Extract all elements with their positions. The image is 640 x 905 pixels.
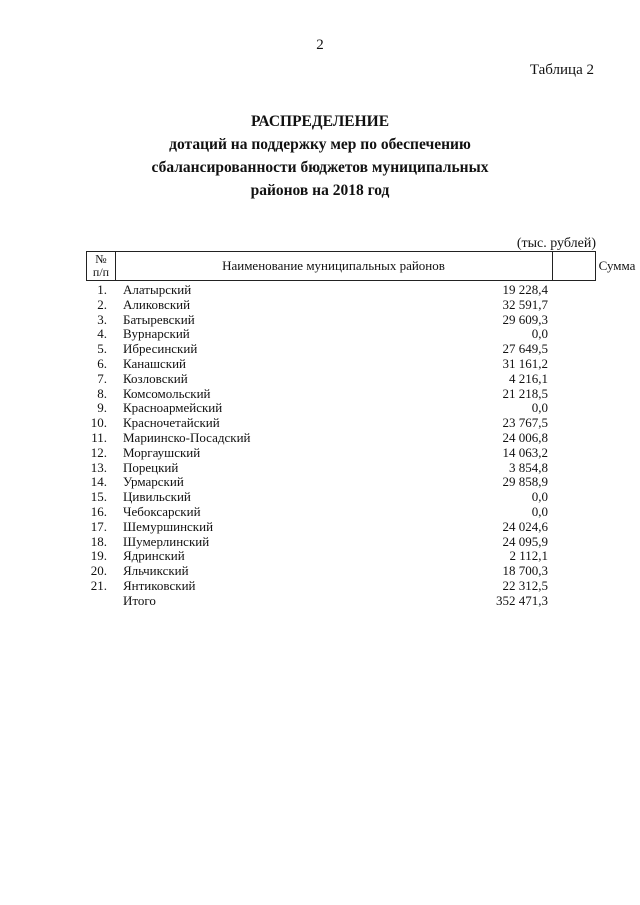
row-sum: 24 024,6	[502, 518, 548, 534]
table-row	[86, 416, 596, 431]
row-sum: 2 112,1	[509, 548, 548, 564]
table-row	[86, 357, 596, 372]
row-sum: 3 854,8	[509, 459, 548, 475]
table-row	[86, 579, 596, 594]
table-row	[86, 490, 596, 505]
row-number: 12.	[90, 444, 107, 460]
row-name: Мариинско-Посадский	[123, 429, 251, 445]
row-number: 21.	[90, 577, 107, 593]
unit-label: (тыс. рублей)	[516, 236, 596, 251]
row-sum: 31 161,2	[502, 355, 548, 371]
row-number: 17.	[90, 518, 107, 534]
table-row	[86, 283, 596, 298]
table-row	[86, 461, 596, 476]
table-row	[86, 505, 596, 520]
table-row	[86, 431, 596, 446]
table-row	[86, 327, 596, 342]
table-row	[86, 387, 596, 402]
row-number: 7.	[97, 370, 107, 386]
row-sum: 23 767,5	[502, 415, 548, 431]
row-sum: 0,0	[531, 503, 548, 519]
row-number: 10.	[90, 415, 107, 431]
document-title	[0, 110, 640, 202]
table-row	[86, 535, 596, 550]
row-sum: 19 228,4	[502, 282, 548, 297]
row-sum: 0,0	[531, 326, 548, 342]
header-sum: Сумма	[598, 258, 636, 273]
table-header	[86, 251, 636, 281]
row-name: Комсомольский	[123, 385, 211, 401]
row-name: Красночетайский	[123, 415, 220, 431]
row-name: Шемуршинский	[123, 518, 214, 534]
header-number-line-1: №	[95, 252, 107, 266]
header-name: Наименование муниципальных районов	[115, 252, 553, 280]
table-row	[86, 372, 596, 387]
row-name: Ядринский	[123, 548, 185, 564]
row-name: Алатырский	[123, 282, 192, 297]
row-sum: 29 858,9	[502, 474, 548, 490]
title-line-1: РАСПРЕДЕЛЕНИЕ	[250, 113, 390, 130]
table-total-row	[86, 594, 596, 609]
row-number: 11.	[91, 429, 107, 445]
row-number: 18.	[90, 533, 107, 549]
header-number-line-2: п/п	[92, 265, 110, 279]
row-number: 6.	[97, 355, 107, 371]
table-row	[86, 401, 596, 416]
row-number: 2.	[97, 296, 107, 312]
row-sum: 0,0	[531, 489, 548, 505]
table-row	[86, 520, 596, 535]
row-name: Моргаушский	[123, 444, 201, 460]
row-number: 4.	[97, 326, 107, 342]
row-name: Цивильский	[123, 489, 191, 505]
row-sum: 18 700,3	[502, 563, 548, 579]
total-sum: 352 471,3	[496, 592, 548, 608]
title-line-3: сбалансированности бюджетов муниципальных	[151, 159, 489, 176]
row-sum: 0,0	[531, 400, 548, 416]
table-row	[86, 564, 596, 579]
row-number: 14.	[90, 474, 107, 490]
table-label: Таблица 2	[529, 62, 594, 78]
total-label: Итого	[123, 592, 156, 608]
title-line-4: районов на 2018 год	[250, 182, 390, 199]
row-sum: 32 591,7	[502, 296, 548, 312]
table-row	[86, 342, 596, 357]
row-name: Шумерлинский	[123, 533, 210, 549]
table-row	[86, 446, 596, 461]
row-number: 9.	[97, 400, 107, 416]
table-row	[86, 549, 596, 564]
row-number: 8.	[97, 385, 107, 401]
row-sum: 14 063,2	[502, 444, 548, 460]
header-number	[87, 252, 116, 280]
row-sum: 29 609,3	[502, 311, 548, 327]
row-name: Порецкий	[123, 459, 179, 475]
row-sum: 21 218,5	[502, 385, 548, 401]
table-row	[86, 298, 596, 313]
row-number: 1.	[97, 282, 107, 297]
row-name: Аликовский	[123, 296, 191, 312]
table-row	[86, 313, 596, 328]
row-number: 20.	[90, 563, 107, 579]
row-number: 15.	[90, 489, 107, 505]
table-row	[86, 475, 596, 490]
row-number: 5.	[97, 341, 107, 357]
table-body	[86, 283, 596, 609]
row-sum: 22 312,5	[502, 577, 548, 593]
row-name: Батыревский	[123, 311, 195, 327]
row-sum: 24 006,8	[502, 429, 548, 445]
row-number: 19.	[90, 548, 107, 564]
row-name: Козловский	[123, 370, 188, 386]
row-sum: 24 095,9	[502, 533, 548, 549]
row-name: Чебоксарский	[123, 503, 201, 519]
row-name: Урмарский	[123, 474, 184, 490]
row-name: Вурнарский	[123, 326, 190, 342]
row-number: 3.	[97, 311, 107, 327]
row-name: Яльчикский	[123, 563, 189, 579]
row-name: Янтиковский	[123, 577, 196, 593]
row-number: 16.	[90, 503, 107, 519]
row-name: Канашский	[123, 355, 187, 371]
page-number: 2	[316, 37, 324, 53]
row-sum: 27 649,5	[502, 341, 548, 357]
title-line-2: дотаций на поддержку мер по обеспечению	[169, 136, 471, 153]
row-sum: 4 216,1	[509, 370, 548, 386]
row-number: 13.	[90, 459, 107, 475]
row-name: Ибресинский	[123, 341, 198, 357]
row-name: Красноармейский	[123, 400, 223, 416]
